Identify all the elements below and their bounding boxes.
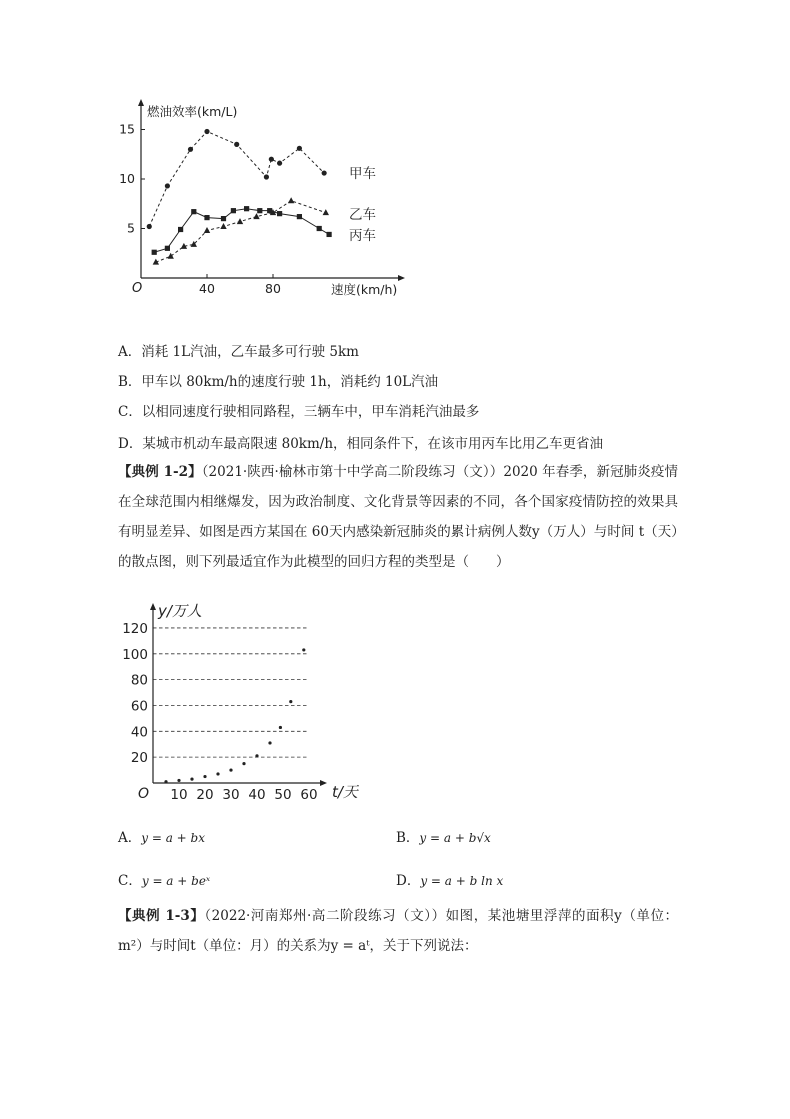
- data-point-square: [165, 246, 170, 251]
- x-tick-label: 20: [196, 787, 214, 803]
- data-point-circle: [165, 183, 170, 188]
- y-axis-label: y/万人: [158, 602, 202, 620]
- example-1-3: [118, 901, 678, 961]
- x-tick-label: 80: [265, 281, 281, 296]
- option2-a-label: A．: [118, 830, 142, 846]
- chart1-marks: [147, 129, 376, 265]
- scatter-point: [164, 780, 167, 783]
- y-axis-arrow: [138, 99, 144, 106]
- scatter-point: [216, 772, 219, 775]
- option-c: C．以相同速度行驶相同路程，三辆车中，甲车消耗汽油最多: [118, 404, 480, 420]
- x-axis-label: 速度(km/h): [331, 282, 398, 297]
- chart1-axes: [119, 99, 405, 297]
- data-point-circle: [269, 157, 274, 162]
- scatter-point: [229, 768, 232, 771]
- chart2-axes: [122, 602, 360, 803]
- data-point-square: [178, 227, 183, 232]
- x-axis-arrow: [398, 275, 405, 281]
- option2-d-label: D．: [396, 873, 421, 889]
- data-point-square: [327, 232, 332, 237]
- option2-b-label: B．: [396, 830, 420, 846]
- x-tick-label: 50: [274, 787, 292, 803]
- option2-b-formula: y = a + b√x: [419, 831, 491, 845]
- data-point-square: [297, 214, 302, 219]
- x-tick-label: 60: [300, 787, 318, 803]
- y-tick-label: 20: [130, 750, 148, 767]
- x-axis-arrow: [320, 780, 327, 786]
- scatter-point: [289, 700, 292, 703]
- scatter-point: [255, 754, 258, 757]
- y-tick-label: 120: [122, 620, 148, 637]
- data-point-circle: [204, 129, 209, 134]
- data-point-triangle: [253, 213, 259, 219]
- data-point-triangle: [323, 209, 329, 215]
- data-point-triangle: [237, 218, 243, 224]
- example-1-2: [118, 457, 678, 577]
- data-point-square: [221, 216, 226, 221]
- data-point-square: [152, 250, 157, 255]
- scatter-point: [203, 775, 206, 778]
- data-point-circle: [264, 174, 269, 179]
- scatter-point: [242, 762, 245, 765]
- data-point-square: [267, 208, 272, 213]
- data-point-square: [277, 211, 282, 216]
- y-tick-label: 80: [130, 672, 148, 689]
- origin-label: O: [132, 281, 143, 296]
- series-label: 甲车: [349, 166, 376, 182]
- y-axis-arrow: [150, 603, 156, 610]
- data-point-circle: [188, 147, 193, 152]
- data-point-triangle: [168, 253, 174, 259]
- x-tick-label: 10: [170, 787, 188, 803]
- data-point-triangle: [220, 223, 226, 229]
- data-point-triangle: [204, 227, 210, 233]
- data-point-square: [244, 206, 249, 211]
- example-1-2-text: （2021·陕西·榆林市第十中学高二阶段练习（文））2020 年春季，新冠肺炎疫情在全球范围内相继爆发，因为政治制度、文化背景等因素的不同，各个国家疫情防控的效果具有明显差异、如图是西方某国在 60天内感染新冠肺炎的累计病例人数y（万人）与时间 t（天）的散点图，则下列最适宜作为此模型的回归方程的类型是（ ）: [118, 464, 678, 570]
- option2-b: [396, 826, 491, 846]
- scatter-point: [190, 778, 193, 781]
- data-point-square: [317, 226, 322, 231]
- data-point-square: [191, 209, 196, 214]
- option2-c-formula: y = a + beˣ: [141, 874, 211, 888]
- option2-d: [396, 869, 503, 889]
- data-point-circle: [322, 170, 327, 175]
- data-point-circle: [297, 146, 302, 151]
- y-tick-label: 100: [122, 646, 148, 663]
- series-label: 乙车: [349, 207, 376, 223]
- scatter-point: [177, 779, 180, 782]
- option2-a: [118, 826, 205, 846]
- option2-d-formula: y = a + b ln x: [420, 874, 504, 888]
- option2-c: [118, 869, 210, 889]
- example-1-3-text: （2022·河南郑州·高二阶段练习（文））如图，某池塘里浮萍的面积y（单位：m²）与时间t（单位：月）的关系为y = aᵗ，关于下列说法：: [118, 908, 678, 954]
- example-1-3-tag: 【典例 1-3】: [118, 908, 205, 924]
- chart2-marks: [164, 648, 305, 783]
- fuel-efficiency-chart: [110, 96, 430, 306]
- y-tick-label: 60: [130, 698, 148, 715]
- y-axis-label: 燃油效率(km/L): [147, 104, 238, 119]
- origin-label: O: [138, 786, 150, 802]
- option-a: A．消耗 1L汽油，乙车最多可行驶 5km: [118, 344, 359, 360]
- option2-c-label: C．: [118, 873, 142, 889]
- data-point-square: [231, 208, 236, 213]
- option-d: D．某城市机动车最高限速 80km/h，相同条件下，在该市用丙车比用乙车更省油: [118, 436, 604, 452]
- series-label: 丙车: [349, 228, 376, 244]
- data-point-triangle: [288, 197, 294, 203]
- x-axis-label: t/天: [332, 783, 358, 801]
- scatter-point: [268, 741, 271, 744]
- x-tick-label: 30: [222, 787, 240, 803]
- x-tick-label: 40: [199, 281, 215, 296]
- data-point-circle: [147, 224, 152, 229]
- y-tick-label: 40: [130, 724, 148, 741]
- y-tick-label: 10: [119, 171, 135, 186]
- cases-scatter-chart: [110, 596, 370, 806]
- scatter-point: [302, 648, 305, 651]
- data-point-circle: [234, 142, 239, 147]
- option2-a-formula: y = a + bx: [141, 831, 205, 845]
- x-tick-label: 40: [248, 787, 266, 803]
- data-point-square: [204, 215, 209, 220]
- data-point-square: [257, 208, 262, 213]
- y-tick-label: 5: [127, 220, 135, 236]
- example-1-2-tag: 【典例 1-2】: [118, 464, 202, 480]
- data-point-circle: [277, 161, 282, 166]
- option-b: B．甲车以 80km/h的速度行驶 1h，消耗约 10L汽油: [118, 374, 439, 390]
- scatter-point: [279, 726, 282, 729]
- y-tick-label: 15: [119, 121, 135, 137]
